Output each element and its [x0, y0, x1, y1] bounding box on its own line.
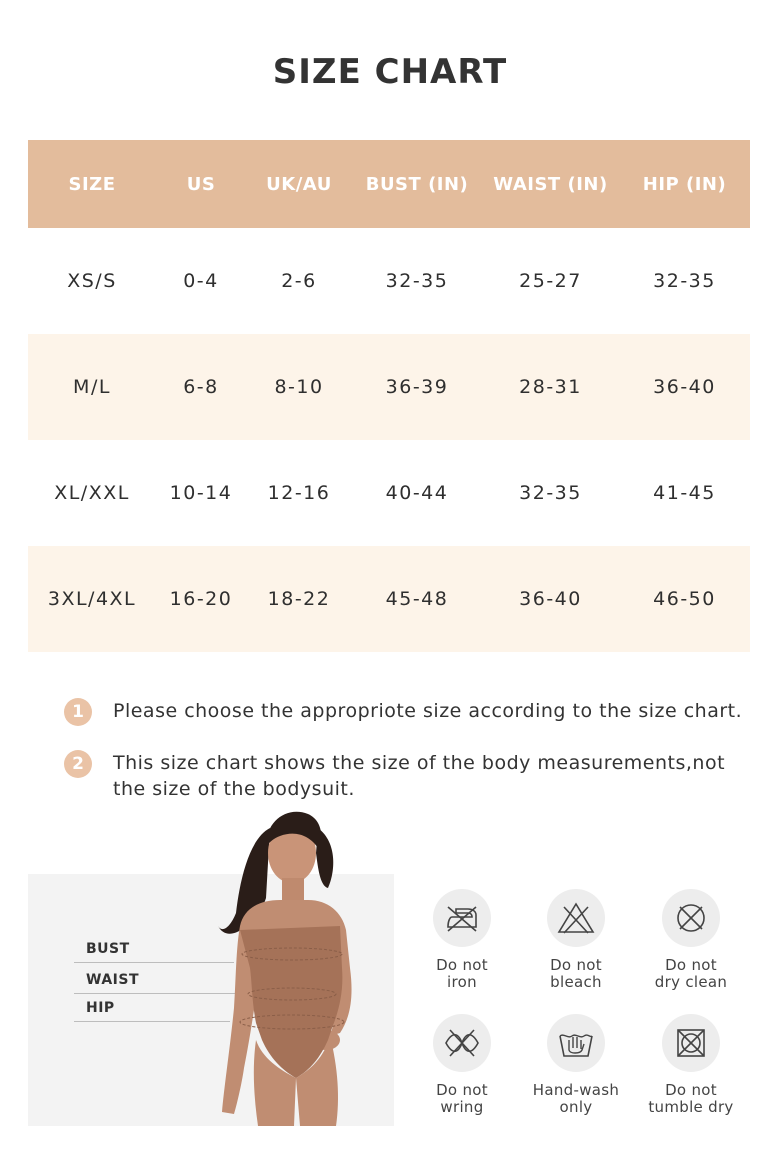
- cell-size: XS/S: [67, 270, 117, 292]
- care-label: Hand-wash only: [532, 1081, 620, 1116]
- cell-hip: 46-50: [653, 588, 716, 610]
- header-uk-au: UK/AU: [266, 173, 332, 195]
- cell-us: 0-4: [183, 270, 219, 292]
- table-header-row: [28, 140, 750, 228]
- care-label: Do not tumble dry: [648, 1081, 734, 1116]
- table-row: [28, 546, 750, 652]
- note-1: [64, 698, 754, 726]
- table-row: [28, 228, 750, 334]
- header-size: SIZE: [68, 173, 116, 195]
- header-bust: BUST (IN): [365, 173, 469, 195]
- care-no-tumble-dry: [636, 1014, 746, 1116]
- cell-uk-au: 12-16: [267, 482, 331, 504]
- cell-size: 3XL/4XL: [47, 588, 137, 610]
- bust-label: BUST: [86, 941, 130, 957]
- size-table: [28, 140, 750, 652]
- header-hip: HIP (IN): [642, 173, 727, 195]
- cell-uk-au: 18-22: [267, 588, 331, 610]
- table-row: [28, 334, 750, 440]
- header-waist: WAIST (IN): [493, 173, 608, 195]
- cell-us: 16-20: [169, 588, 233, 610]
- care-label: Do not wring: [436, 1081, 488, 1116]
- care-no-bleach: [521, 889, 631, 991]
- cell-bust: 32-35: [385, 270, 449, 292]
- cell-bust: 45-48: [385, 588, 449, 610]
- cell-waist: 36-40: [519, 588, 582, 610]
- note-2: [64, 750, 754, 802]
- care-no-iron: [407, 889, 517, 991]
- cell-hip: 41-45: [653, 482, 716, 504]
- care-hand-wash: [521, 1014, 631, 1116]
- header-us: US: [186, 173, 216, 195]
- care-label: Do not bleach: [550, 956, 602, 991]
- care-no-wring: [407, 1014, 517, 1116]
- model-figure: [200, 808, 390, 1126]
- note-text: This size chart shows the size of the body measurements,not the size of the bodysuit.: [113, 752, 726, 800]
- cell-uk-au: 2-6: [281, 270, 317, 292]
- cell-waist: 28-31: [519, 376, 582, 398]
- cell-size: M/L: [73, 376, 111, 398]
- note-text: Please choose the appropriote size according to the size chart.: [113, 700, 743, 722]
- hip-label: HIP: [86, 1000, 115, 1016]
- no-bleach-icon: [547, 889, 605, 947]
- no-dry-clean-icon: [662, 889, 720, 947]
- care-label: Do not iron: [436, 956, 488, 991]
- table-row: [28, 440, 750, 546]
- care-no-dry-clean: [636, 889, 746, 991]
- cell-bust: 40-44: [385, 482, 449, 504]
- note-number-badge: 1: [64, 698, 92, 726]
- cell-size: XL/XXL: [54, 482, 130, 504]
- cell-us: 6-8: [183, 376, 219, 398]
- cell-hip: 32-35: [653, 270, 716, 292]
- cell-waist: 25-27: [519, 270, 582, 292]
- cell-waist: 32-35: [519, 482, 582, 504]
- page-title: SIZE CHART: [272, 52, 508, 92]
- note-number-badge: 2: [64, 750, 92, 778]
- no-wring-icon: [433, 1014, 491, 1072]
- waist-label: WAIST: [86, 972, 139, 988]
- no-iron-icon: [433, 889, 491, 947]
- cell-uk-au: 8-10: [274, 376, 324, 398]
- cell-hip: 36-40: [653, 376, 716, 398]
- no-tumble-dry-icon: [662, 1014, 720, 1072]
- care-label: Do not dry clean: [654, 956, 728, 991]
- hand-wash-icon: [547, 1014, 605, 1072]
- cell-us: 10-14: [169, 482, 233, 504]
- cell-bust: 36-39: [385, 376, 449, 398]
